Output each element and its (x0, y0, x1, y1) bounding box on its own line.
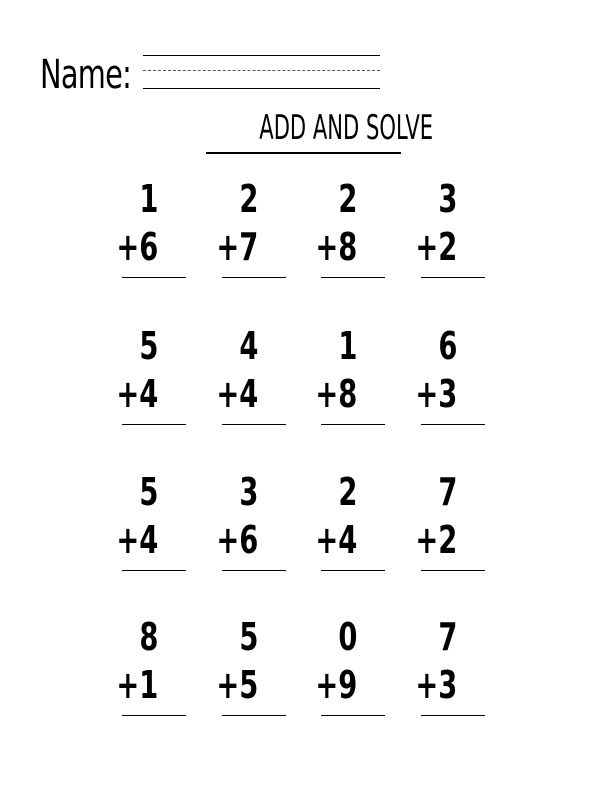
problem-top-number: 5 (138, 470, 158, 514)
addition-problem (116, 615, 186, 726)
worksheet-title-block (206, 108, 434, 154)
addition-problem (315, 615, 385, 726)
problem-top-number: 1 (337, 324, 357, 368)
answer-line[interactable] (421, 570, 485, 571)
name-line-baseline (143, 88, 380, 89)
problem-addend: +9 (315, 663, 357, 707)
problem-addend: +3 (415, 372, 457, 416)
problem-top-number: 5 (238, 615, 258, 659)
problem-top-number: 2 (337, 470, 357, 514)
answer-line[interactable] (222, 715, 286, 716)
problem-top-number: 2 (238, 177, 258, 221)
addition-problem (315, 324, 385, 435)
addition-problem (216, 470, 286, 581)
addition-problem (315, 470, 385, 581)
problem-top-number: 8 (138, 615, 158, 659)
problem-addend: +4 (116, 372, 158, 416)
problem-top-number: 5 (138, 324, 158, 368)
answer-line[interactable] (321, 715, 385, 716)
problem-addend: +4 (116, 518, 158, 562)
addition-problem (216, 324, 286, 435)
addition-problem (116, 177, 186, 288)
name-writing-lines[interactable] (143, 55, 380, 91)
problem-top-number: 3 (437, 177, 457, 221)
answer-line[interactable] (122, 715, 186, 716)
worksheet-title: ADD AND SOLVE (259, 108, 434, 148)
name-label: Name: (40, 52, 132, 98)
answer-line[interactable] (321, 424, 385, 425)
addition-problem (216, 615, 286, 726)
answer-line[interactable] (421, 715, 485, 716)
answer-line[interactable] (122, 570, 186, 571)
answer-line[interactable] (222, 277, 286, 278)
answer-line[interactable] (122, 424, 186, 425)
answer-line[interactable] (122, 277, 186, 278)
problem-top-number: 7 (437, 470, 457, 514)
name-line-midline (143, 70, 380, 71)
problem-top-number: 1 (138, 177, 158, 221)
problem-addend: +8 (315, 225, 357, 269)
addition-problem (415, 324, 485, 435)
problem-addend: +2 (415, 518, 457, 562)
title-underline (206, 152, 401, 154)
problem-addend: +8 (315, 372, 357, 416)
problem-addend: +7 (216, 225, 258, 269)
problem-addend: +1 (116, 663, 158, 707)
answer-line[interactable] (321, 277, 385, 278)
problem-top-number: 7 (437, 615, 457, 659)
problem-addend: +6 (116, 225, 158, 269)
answer-line[interactable] (421, 424, 485, 425)
addition-problem (415, 615, 485, 726)
addition-problem (116, 470, 186, 581)
problem-top-number: 3 (238, 470, 258, 514)
problem-top-number: 0 (337, 615, 357, 659)
addition-problem (116, 324, 186, 435)
problem-addend: +3 (415, 663, 457, 707)
problem-top-number: 4 (238, 324, 258, 368)
problem-addend: +4 (216, 372, 258, 416)
problem-addend: +2 (415, 225, 457, 269)
name-line-top (143, 55, 380, 56)
problem-addend: +4 (315, 518, 357, 562)
addition-problem (216, 177, 286, 288)
answer-line[interactable] (222, 570, 286, 571)
problem-addend: +5 (216, 663, 258, 707)
problem-addend: +6 (216, 518, 258, 562)
addition-problem (415, 470, 485, 581)
answer-line[interactable] (421, 277, 485, 278)
addition-problem (315, 177, 385, 288)
problem-top-number: 6 (437, 324, 457, 368)
addition-problem (415, 177, 485, 288)
answer-line[interactable] (222, 424, 286, 425)
answer-line[interactable] (321, 570, 385, 571)
problem-top-number: 2 (337, 177, 357, 221)
